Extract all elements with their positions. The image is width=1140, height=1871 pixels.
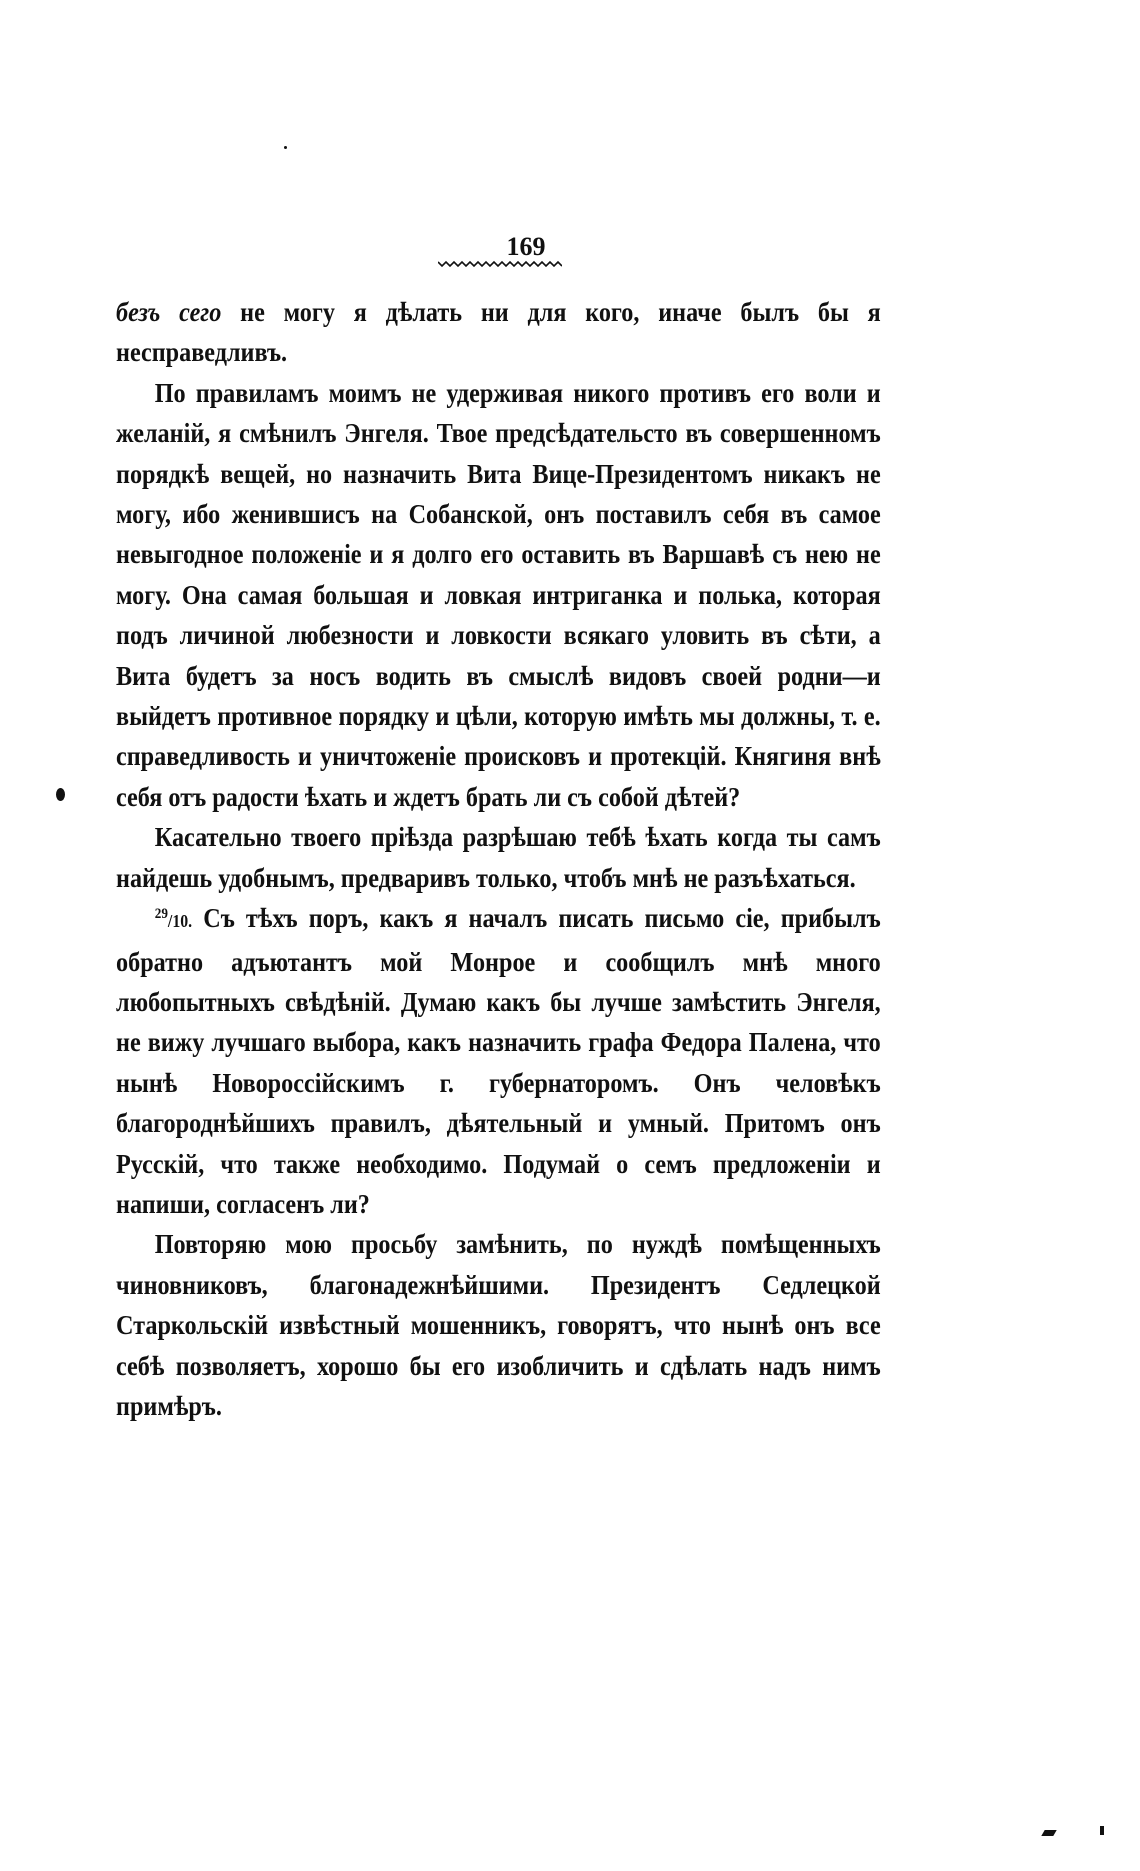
italic-lead: безъ сего — [116, 296, 222, 327]
page-number: 169 — [506, 232, 546, 261]
ink-speck — [1100, 1826, 1104, 1835]
body-text — [116, 292, 881, 1426]
paragraph-3 — [116, 817, 881, 898]
date-day: 29 — [154, 906, 168, 923]
paragraph-text: Повторяю мою просьбу замѣнить, по нуждѣ помѣщенныхъ чиновниковъ, благонадежнѣйшими. Президентъ Седлецкой Старкольскій извѣстный мошенникъ, говорятъ, что нынѣ онъ все себѣ позволяетъ, хорошо бы его изобличить и сдѣлать надъ нимъ примѣръ. — [116, 1228, 881, 1421]
paragraph-4 — [116, 898, 881, 1224]
paragraph-1 — [116, 292, 881, 373]
paragraph-text: не могу я дѣлать ни для кого, иначе былъ бы я несправедливъ. — [116, 296, 881, 368]
paragraph-5 — [116, 1224, 881, 1426]
paragraph-2 — [116, 373, 881, 817]
ink-speck — [1041, 1830, 1056, 1836]
ink-speck — [284, 146, 287, 149]
paragraph-text: Съ тѣхъ поръ, какъ я началъ писать письмо сіе, прибылъ обратно адъютантъ мой Монрое и сообщилъ мнѣ много любопытныхъ свѣдѣній. Думаю какъ бы лучше замѣстить Энгеля, не вижу лучшаго выбора, какъ назначить графа Федора Палена, что нынѣ Новороссійскимъ г. губернаторомъ. Онъ человѣкъ благороднѣйшихъ правилъ, дѣятельный и умный. Притомъ онъ Русскій, что также необходимо. Подумай о семъ предложеніи и напиши, согласенъ ли? — [116, 902, 881, 1219]
paragraph-text: По правиламъ моимъ не удерживая никого противъ его воли и желаній, я смѣнилъ Энгеля. Твое предсѣдательсто въ совершенномъ порядкѣ вещей, но назначить Вита Вице-Президентомъ никакъ не могу, ибо женившисъ на Собанской, онъ поставилъ себя въ самое невыгодное положеніе и я долго его оставить въ Варшавѣ съ нею не могу. Она самая большая и ловкая интриганка и полька, которая подъ личиной любезности и ловкости всякаго уловить въ сѣти, а Вита будетъ за носъ водить въ смыслѣ видовъ своей родни—и выйдетъ противное порядку и цѣли, которую имѣть мы должны, т. е. справедливость и уничтоженіе происковъ и протекцій. Княгиня внѣ себя отъ радости ѣхать и ждетъ брать ли съ собой дѣтей? — [116, 376, 881, 812]
paragraph-text: Касательно твоего пріѣзда разрѣшаю тебѣ ѣхать когда ты самъ найдешь удобнымъ, предваривъ только, чтобъ мнѣ не разъѣхаться. — [116, 821, 881, 893]
wavy-ornament — [438, 260, 562, 268]
ink-dot — [56, 788, 65, 801]
date-month: /10. — [167, 911, 193, 932]
